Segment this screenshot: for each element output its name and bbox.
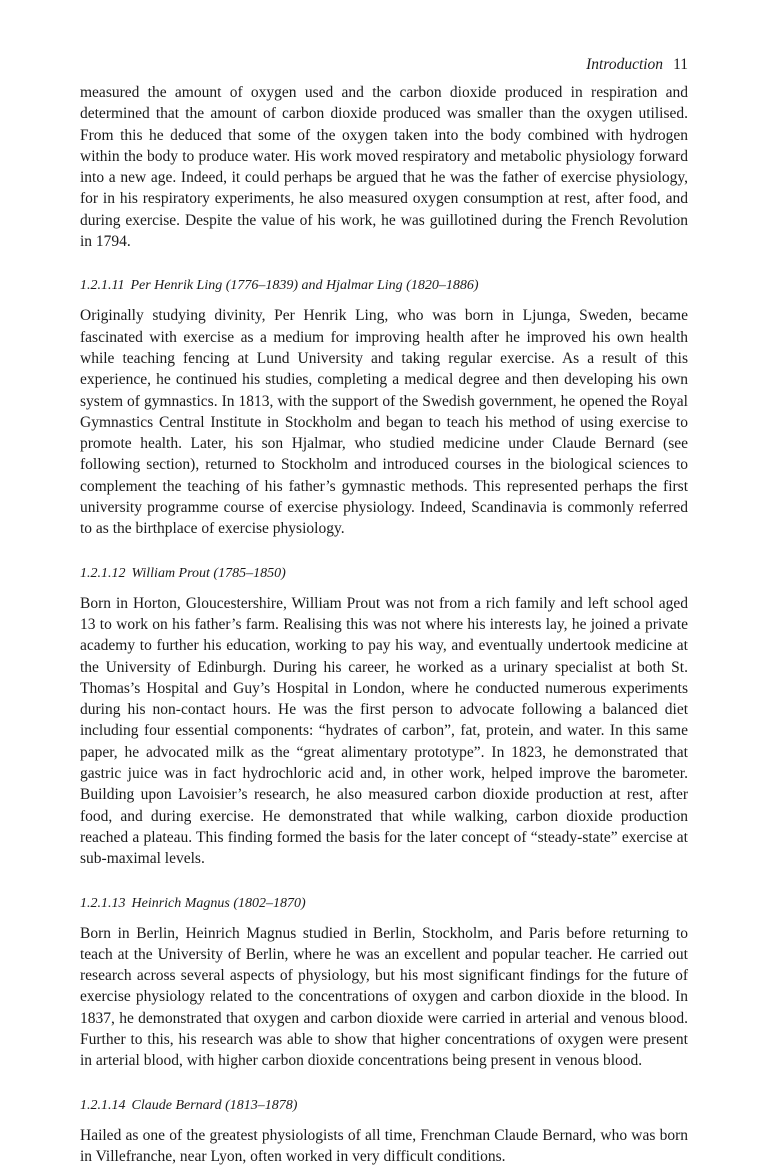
section-number: 1.2.1.14 [80,1097,126,1113]
section-paragraph-prout: Born in Horton, Gloucestershire, William Prout was not from a rich family and left school aged 13 to work on his father’s farm. Realising this was not where his interests lay, he joined a private academy to further his education, working to pay his way, and eventually undertook medicine at the University of Edinburgh. During his career, he worked as a urinary specialist at both St. Thomas’s Hospital and Guy’s Hospital in London, where he conducted numerous experiments during his non-contact hours. He was the first person to advocate following a balanced diet including four essential components: “hydrates of carbon”, fat, protein, and water. In this same paper, he advocated milk as the “great alimentary prototype”. In 1823, he demonstrated that gastric juice was in fact hydrochloric acid and, in other work, helped improve the barometer. Building upon Lavoisier’s research, he also measured carbon dioxide production at rest, after food, and during exercise. He demonstrated that while walking, carbon dioxide production reached a plateau. This finding formed the basis for the later concept of “steady-state” exercise at sub-maximal levels. [80,594,688,868]
section-paragraph-bernard: Hailed as one of the greatest physiologists of all time, Frenchman Claude Bernard, who was born in Villefranche, near Lyon, often worked in very difficult conditions. [80,1126,688,1165]
section-heading-prout [80,564,688,583]
section-title: Claude Bernard (1813–1878) [131,1097,298,1113]
section-title: Heinrich Magnus (1802–1870) [131,895,306,911]
section-title: William Prout (1785–1850) [131,565,286,581]
lead-paragraph: measured the amount of oxygen used and the carbon dioxide produced in respiration and determined that the amount of carbon dioxide produced was smaller than the oxygen utilised. From this he deduced that some of the oxygen taken into the body combined with hydrogen within the body to produce water. His work moved respiratory and metabolic physiology forward into a new age. Indeed, it could perhaps be argued that he was the father of exercise physiology, for in his respiratory experiments, he also measured oxygen consumption at rest, after food, and during exercise. Despite the value of his work, he was guillotined during the French Revolution in 1794. [80,84,688,251]
section-title: Per Henrik Ling (1776–1839) and Hjalmar Ling (1820–1886) [130,278,479,294]
section-paragraph-magnus: Born in Berlin, Heinrich Magnus studied in Berlin, Stockholm, and Paris before returning to teach at the University of Berlin, where he was an excellent and popular teacher. He carried out research across several aspects of physiology, but his most significant findings for the future of exercise physiology related to the concentrations of oxygen and carbon dioxide in the blood. In 1837, he demonstrated that oxygen and carbon dioxide were carried in arterial and venous blood. Further to this, his research was able to show that higher concentrations of oxygen were present in arterial blood, with higher carbon dioxide concentrations being present in venous blood. [80,924,688,1070]
running-header-section: Introduction [586,56,664,73]
section-heading-magnus [80,894,688,913]
body-text [80,82,688,1167]
running-header [586,55,688,75]
section-number: 1.2.1.12 [80,565,126,581]
page-number: 11 [673,56,688,73]
section-number: 1.2.1.11 [80,278,125,294]
section-heading-bernard [80,1096,688,1115]
section-number: 1.2.1.13 [80,895,126,911]
section-heading-ling [80,276,688,295]
section-paragraph-ling: Originally studying divinity, Per Henrik Ling, who was born in Ljunga, Sweden, became fascinated with exercise as a medium for improving health after he improved his own health while teaching fencing at Lund University and taking regular exercise. As a result of this experience, he continued his studies, completing a medical degree and then developing his own system of gymnastics. In 1813, with the support of the Swedish government, he opened the Royal Gymnastics Central Institute in Stockholm and began to teach his method of using exercise to promote health. Later, his son Hjalmar, who studied medicine under Claude Bernard (see following section), returned to Stockholm and introduced courses in the biological sciences to complement the teaching of his father’s gymnastic methods. This represented perhaps the first university programme course of exercise physiology. Indeed, Scandinavia is commonly referred to as the birthplace of exercise physiology. [80,307,688,538]
